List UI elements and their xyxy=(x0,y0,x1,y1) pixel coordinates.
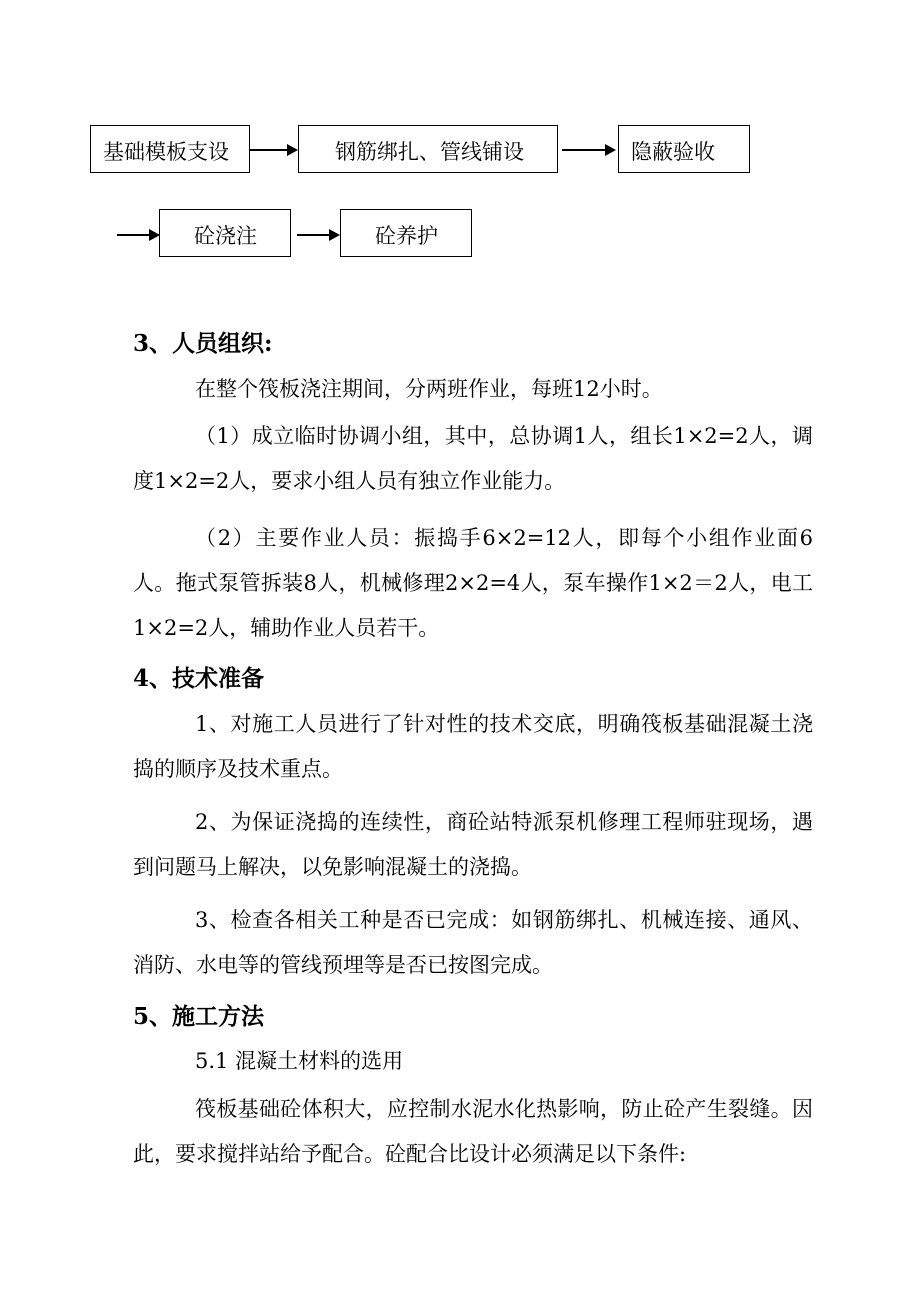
section-5-subheading: 5.1 混凝土材料的选用 xyxy=(195,1049,404,1073)
flow-step-pouring xyxy=(159,209,291,257)
flow-step-label: 基础模板支设 xyxy=(103,140,229,164)
section-5-paragraph: 筏板基础砼体积大，应控制水泥水化热影响，防止砼产生裂缝。因此，要求搅拌站给予配合。砼配合比设计必须满足以下条件: xyxy=(133,1097,813,1166)
section-4-item-3: 3、检查各相关工种是否已完成：如钢筋绑扎、机械连接、通风、消防、水电等的管线预埋等是否已按图完成。 xyxy=(133,908,813,977)
section-3-item-2: （2）主要作业人员：振捣手6×2=12人，即每个小组作业面6人。拖式泵管拆装8人，机械修理2×2=4人，泵车操作1×2＝2人，电工1×2=2人，辅助作业人员若干。 xyxy=(133,526,813,640)
section-5-heading: 5、施工方法 xyxy=(133,1003,265,1030)
section-4-heading: 4、技术准备 xyxy=(133,665,265,692)
flow-step-label: 砼养护 xyxy=(375,224,438,248)
flow-step-inspection xyxy=(618,125,750,173)
section-4-item-1: 1、对施工人员进行了针对性的技术交底，明确筏板基础混凝土浇捣的顺序及技术重点。 xyxy=(133,712,813,781)
flow-arrow-icon xyxy=(562,149,614,151)
flow-step-curing xyxy=(340,209,472,257)
flow-arrow-icon xyxy=(250,149,296,151)
flow-arrow-icon xyxy=(297,234,338,236)
flow-step-label: 钢筋绑扎、管线铺设 xyxy=(335,140,524,164)
flow-step-label: 砼浇注 xyxy=(194,224,257,248)
section-3-heading: 3、人员组织: xyxy=(133,330,273,357)
flow-step-formwork xyxy=(90,125,250,173)
flow-step-rebar xyxy=(298,125,558,173)
flow-step-label: 隐蔽验收 xyxy=(631,140,715,164)
section-3-item-1: （1）成立临时协调小组，其中，总协调1人，组长1×2=2人，调度1×2=2人，要求小组人员有独立作业能力。 xyxy=(133,424,813,493)
section-4-item-2: 2、为保证浇捣的连续性，商砼站特派泵机修理工程师驻现场，遇到问题马上解决，以免影响混凝土的浇捣。 xyxy=(133,810,813,879)
section-3-intro: 在整个筏板浇注期间，分两班作业，每班12小时。 xyxy=(195,377,663,401)
flow-arrow-icon xyxy=(117,234,158,236)
